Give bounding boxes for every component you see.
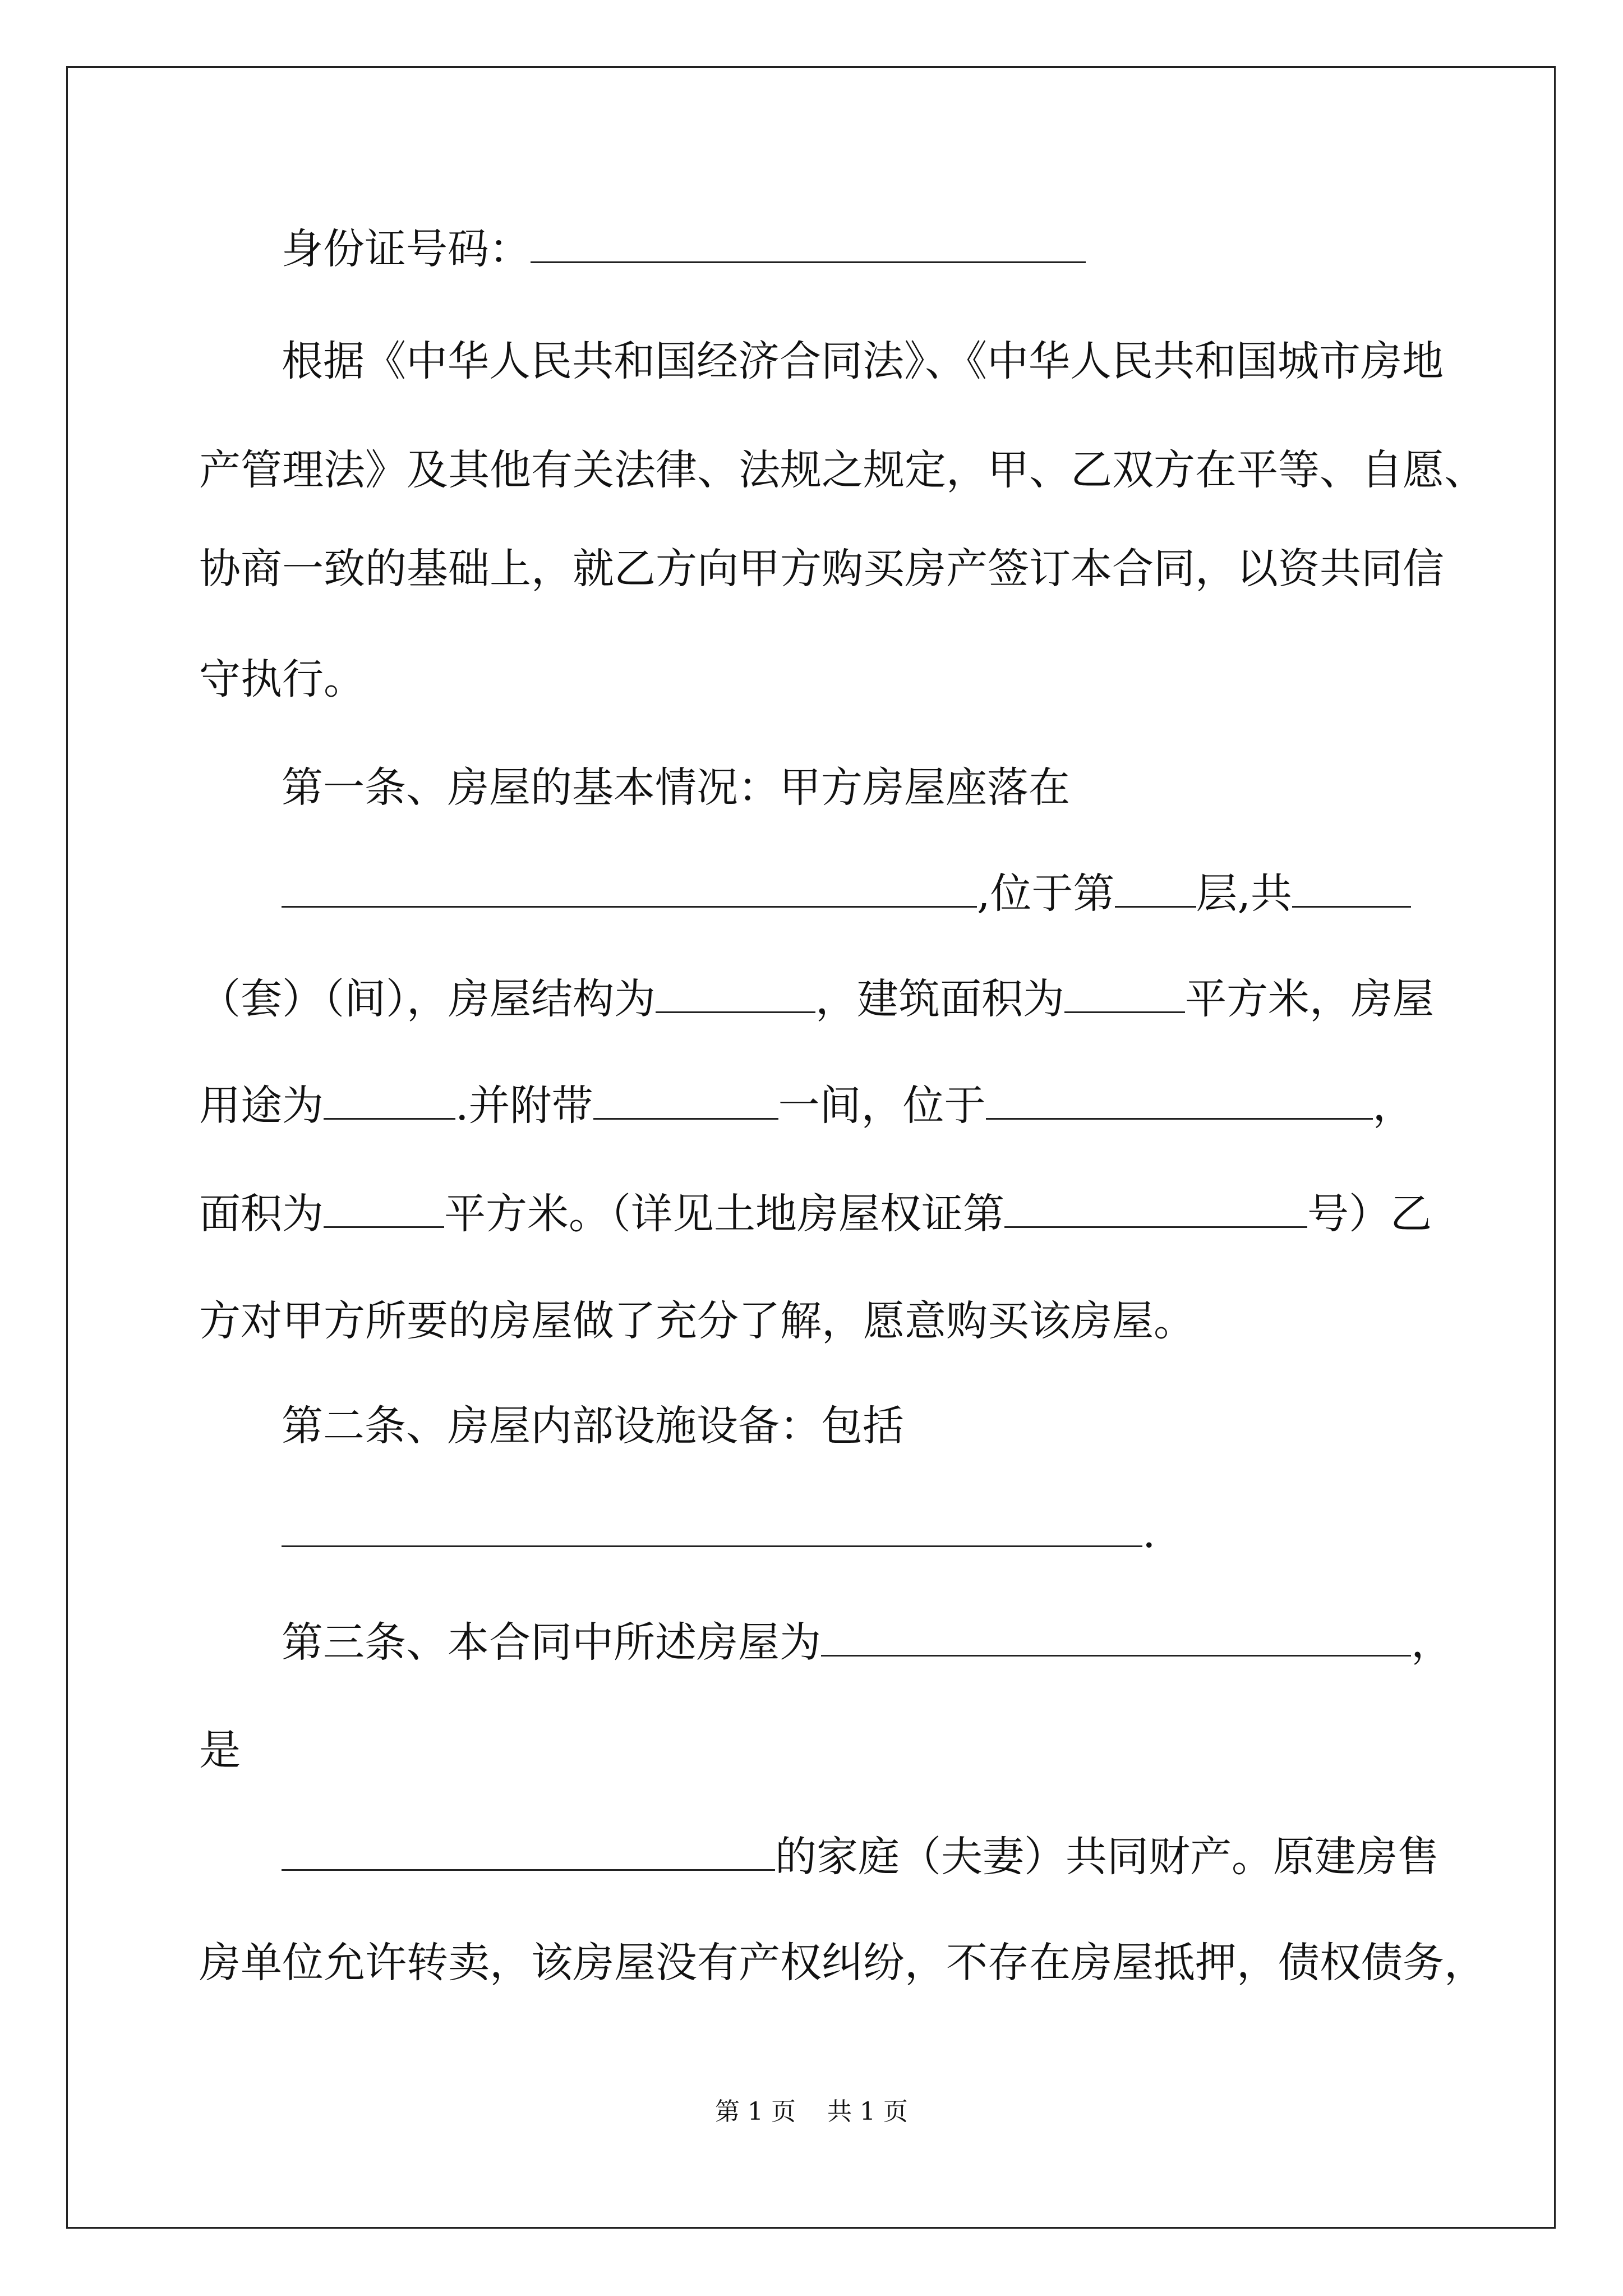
article-1-structure-line xyxy=(199,972,1434,1026)
page-number: 第 1 页 共 1 页 xyxy=(715,2097,908,2126)
building-area-blank xyxy=(1064,974,1185,1013)
article-3-owner-line xyxy=(282,1830,1439,1884)
comma: ， xyxy=(1411,1618,1453,1667)
intro-line-3: 协商一致的基础上，就乙方向甲方购买房产签订本合同，以资共同信 xyxy=(199,545,1444,593)
total-floors-blank xyxy=(1292,869,1411,908)
article-2-facilities-line xyxy=(282,1506,1156,1560)
structure-blank xyxy=(656,974,815,1013)
attached-area-label: 面积为 xyxy=(199,1190,324,1238)
intro-line-2: 产管理法》及其他有关法律、法规之规定，甲、乙双方在平等、自愿、 xyxy=(199,446,1486,494)
id-number-label: 身份证号码： xyxy=(282,225,531,273)
attached-location-blank xyxy=(986,1081,1373,1120)
layer-label: 层,共 xyxy=(1196,869,1293,918)
intro-line-4: 守执行。 xyxy=(199,655,365,703)
sqm-label: 平方米，房屋 xyxy=(1185,975,1434,1023)
article-1-usage-line xyxy=(199,1079,1414,1133)
family-property-text: 的家庭（夫妻）共同财产。原建房售 xyxy=(775,1833,1439,1881)
attached-blank xyxy=(593,1081,778,1120)
page-border xyxy=(66,66,1556,2229)
period: . xyxy=(1142,1509,1156,1557)
article-2-heading: 第二条、房屋内部设施设备：包括 xyxy=(282,1402,904,1450)
building-area-label: ，建筑面积为 xyxy=(815,975,1064,1023)
certificate-label: 平方米。（详见土地房屋权证第 xyxy=(444,1190,1004,1238)
article-1-heading: 第一条、房屋的基本情况：甲方房屋座落在 xyxy=(282,763,1070,812)
floor-blank xyxy=(1115,869,1196,908)
intro-line-1: 根据《中华人民共和国经济合同法》、《中华人民共和国城市房地 xyxy=(282,337,1444,385)
attached-label: .并附带 xyxy=(455,1082,593,1130)
owner-blank xyxy=(282,1832,775,1871)
usage-blank xyxy=(324,1081,455,1120)
article-1-area-line xyxy=(199,1187,1432,1241)
floor-label: ,位于第 xyxy=(977,869,1115,918)
article-3-shi: 是 xyxy=(199,1726,241,1774)
article-3-heading: 第三条、本合同中所述房屋为 xyxy=(282,1618,821,1667)
article-3-heading-line xyxy=(282,1616,1453,1669)
article-3-line-2: 房单位允许转卖，该房屋没有产权纠纷，不存在房屋抵押，债权债务， xyxy=(199,1939,1486,1987)
certificate-number-blank xyxy=(1004,1189,1307,1228)
usage-label: 用途为 xyxy=(199,1082,324,1130)
location-blank xyxy=(282,869,977,908)
attached-area-blank xyxy=(324,1189,444,1228)
attached-location-label: 一间，位于 xyxy=(778,1082,986,1130)
article-1-location-line xyxy=(282,867,1411,921)
property-type-blank xyxy=(821,1618,1411,1657)
structure-label: （套）（间），房屋结构为 xyxy=(199,975,656,1023)
comma: ， xyxy=(1372,1082,1414,1130)
article-1-closing: 方对甲方所要的房屋做了充分了解，愿意购买该房屋。 xyxy=(199,1297,1195,1345)
id-number-line xyxy=(282,222,1086,276)
id-number-blank xyxy=(531,224,1086,263)
number-label: 号）乙 xyxy=(1307,1190,1432,1238)
facilities-blank xyxy=(282,1508,1142,1547)
